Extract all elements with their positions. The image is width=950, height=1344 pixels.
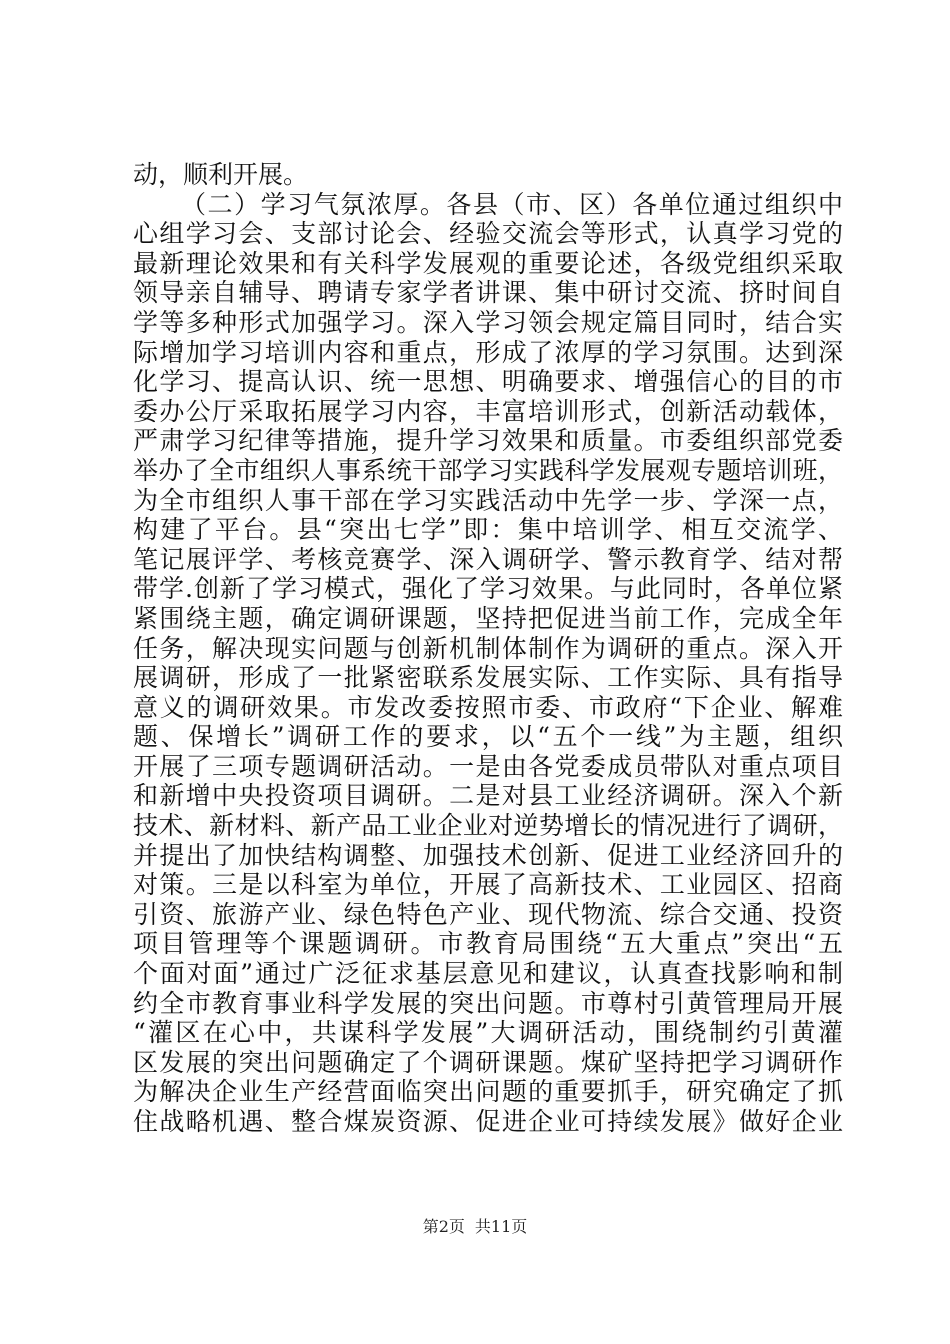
text-line: 引资、旅游产业、绿色特色产业、现代物流、综合交通、投资 (133, 899, 843, 929)
text-line: 任务，解决现实问题与创新机制体制作为调研的重点。深入开 (133, 633, 843, 663)
page-total: 共11页 (474, 1217, 528, 1236)
text-line: 化学习、提高认识、统一思想、明确要求、增强信心的目的市 (133, 367, 843, 397)
text-line: 学等多种形式加强学习。深入学习领会规定篇目同时，结合实 (133, 307, 843, 337)
document-body (133, 160, 843, 1137)
text-line: 委办公厅采取拓展学习内容，丰富培训形式，创新活动载体， (133, 396, 843, 426)
text-line: 构建了平台。县“突出七学”即：集中培训学、相互交流学、 (133, 515, 843, 545)
text-line: 开展了三项专题调研活动。一是由各党委成员带队对重点项目 (133, 751, 843, 781)
text-line: 际增加学习培训内容和重点，形成了浓厚的学习氛围。达到深 (133, 337, 843, 367)
text-line: 举办了全市组织人事系统干部学习实践科学发展观专题培训班， (133, 455, 843, 485)
text-line: 约全市教育事业科学发展的突出问题。市尊村引黄管理局开展 (133, 988, 843, 1018)
text-line: （二）学习气氛浓厚。各县（市、区）各单位通过组织中 (181, 189, 843, 219)
text-line: 个面对面”通过广泛征求基层意见和建议，认真查找影响和制 (133, 959, 843, 989)
text-line: 为解决企业生产经营面临突出问题的重要抓手，研究确定了抓 (133, 1077, 843, 1107)
text-line: 紧围绕主题，确定调研课题，坚持把促进当前工作，完成全年 (133, 603, 843, 633)
text-line: 笔记展评学、考核竞赛学、深入调研学、警示教育学、结对帮 (133, 544, 843, 574)
page-footer (0, 1214, 950, 1237)
text-line: 为全市组织人事干部在学习实践活动中先学一步、学深一点， (133, 485, 843, 515)
text-line: 区发展的突出问题确定了个调研课题。煤矿坚持把学习调研作 (133, 1047, 843, 1077)
text-line: 展调研，形成了一批紧密联系发展实际、工作实际、具有指导 (133, 663, 843, 693)
text-line: 动，顺利开展。 (133, 160, 309, 189)
text-line: 对策。三是以科室为单位，开展了高新技术、工业园区、招商 (133, 870, 843, 900)
text-line: 项目管理等个课题调研。市教育局围绕“五大重点”突出“五 (133, 929, 843, 959)
text-line: 并提出了加快结构调整、加强技术创新、促进工业经济回升的 (133, 840, 843, 870)
text-line: 领导亲自辅导、聘请专家学者讲课、集中研讨交流、挤时间自 (133, 278, 843, 308)
text-line: 最新理论效果和有关科学发展观的重要论述，各级党组织采取 (133, 248, 843, 278)
text-line: 带学.创新了学习模式，强化了学习效果。与此同时，各单位紧 (133, 574, 843, 604)
page-number: 第2页 (422, 1217, 465, 1236)
text-line: 严肃学习纪律等措施，提升学习效果和质量。市委组织部党委 (133, 426, 843, 456)
text-line: 题、保增长”调研工作的要求，以“五个一线”为主题，组织 (133, 722, 843, 752)
text-line: 住战略机遇、整合煤炭资源、促进企业可持续发展》做好企业 (133, 1107, 843, 1136)
text-line: “灌区在心中，共谋科学发展”大调研活动，围绕制约引黄灌 (133, 1018, 843, 1048)
text-line: 意义的调研效果。市发改委按照市委、市政府“下企业、解难 (133, 692, 843, 722)
text-line: 心组学习会、支部讨论会、经验交流会等形式，认真学习党的 (133, 219, 843, 249)
text-line: 和新增中央投资项目调研。二是对县工业经济调研。深入个新 (133, 781, 843, 811)
text-line: 技术、新材料、新产品工业企业对逆势增长的情况进行了调研， (133, 811, 843, 841)
